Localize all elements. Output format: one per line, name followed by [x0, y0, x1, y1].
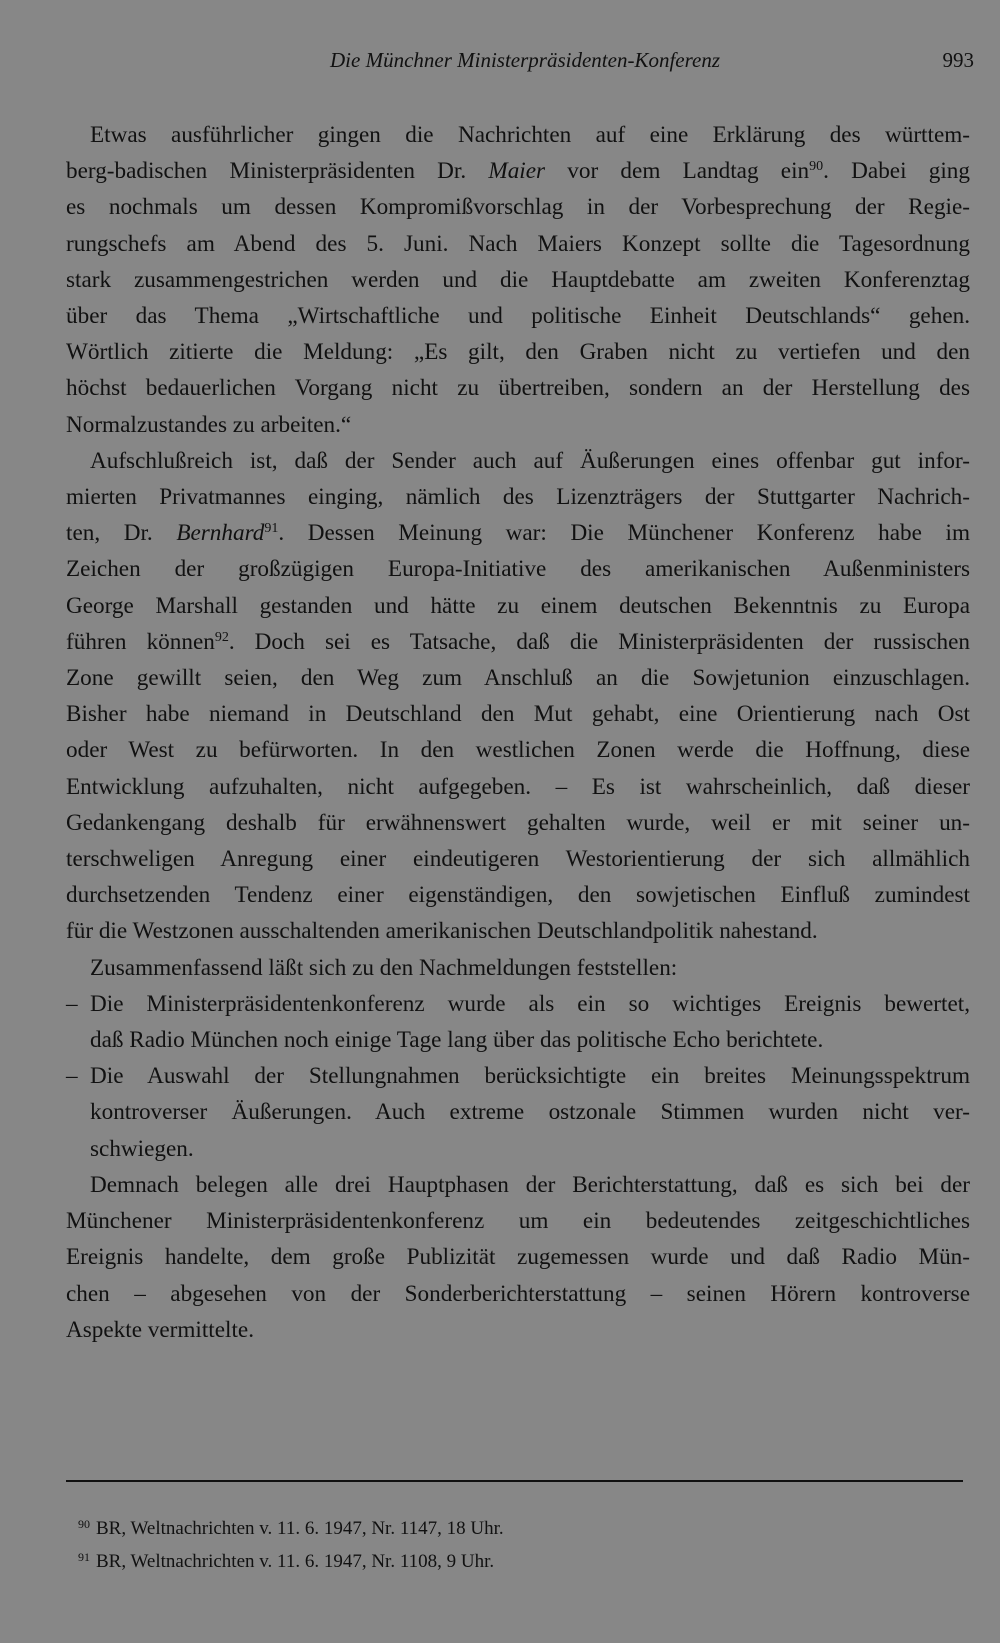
- running-title: Die Münchner Ministerpräsidenten-Konferenz: [330, 48, 720, 72]
- running-head: [66, 48, 974, 78]
- text-line: durchsetzenden Tendenz einer eigenständigen, den sowjetischen Einfluß zumindest: [66, 882, 970, 909]
- text-line: schwiegen.: [90, 1135, 194, 1162]
- text-line: stark zusammengestrichen werden und die Hauptdebatte am zweiten Konferenztag: [66, 266, 970, 293]
- text-line: für die Westzonen ausschaltenden amerikanischen Deutschlandpolitik nahestand.: [66, 918, 818, 945]
- text-run: berg-badischen Ministerpräsidenten Dr.: [66, 158, 489, 185]
- text-line: Zone gewillt seien, den Weg zum Anschluß an die Sowjetunion einzuschlagen.: [66, 665, 970, 692]
- text-line: über das Thema „Wirtschaftliche und politische Einheit Deutschlands“ gehen.: [66, 303, 970, 330]
- text-line: oder West zu befürworten. In den westlichen Zonen werde die Hoffnung, diese: [66, 737, 970, 764]
- footnote-text: BR, Weltnachrichten v. 11. 6. 1947, Nr. 1147, 18 Uhr.: [96, 1518, 504, 1539]
- text-line: mierten Privatmannes einging, nämlich des Lizenzträgers der Stuttgarter Nachrich-: [66, 484, 970, 511]
- body-text: [66, 117, 970, 1348]
- text-line: Zusammenfassend läßt sich zu den Nachmeldungen feststellen:: [90, 954, 678, 981]
- text-line: höchst bedauerlichen Vorgang nicht zu übertreiben, sondern an der Herstellung des: [66, 375, 970, 402]
- text-line: kontroverser Äußerungen. Auch extreme ostzonale Stimmen wurden nicht ver-: [90, 1099, 970, 1126]
- text-line: Demnach belegen alle drei Hauptphasen der Berichterstattung, daß es sich bei der: [90, 1171, 970, 1198]
- person-name: Maier: [488, 158, 546, 185]
- text-line: Entwicklung aufzuhalten, nicht aufgegeben. – Es ist wahrscheinlich, daß dieser: [66, 773, 970, 800]
- footnote: [78, 1543, 504, 1576]
- dash-list: [66, 986, 970, 1167]
- text-line: Münchener Ministerpräsidentenkonferenz um ein bedeutendes zeitgeschichtliches: [66, 1208, 970, 1235]
- footnote-number: 91: [78, 1550, 90, 1564]
- list-item: [66, 1058, 970, 1167]
- dash-marker: –: [66, 1063, 78, 1090]
- text-line: Bisher habe niemand in Deutschland den Mut gehabt, eine Orientierung nach Ost: [66, 701, 970, 728]
- footnote-ref: 92: [214, 629, 229, 645]
- footnote-ref: 90: [809, 159, 824, 175]
- text-line: Normalzustandes zu arbeiten.“: [66, 411, 352, 438]
- paragraph: [66, 1167, 970, 1348]
- text-run: ten, Dr.: [66, 520, 177, 547]
- text-line: Etwas ausführlicher gingen die Nachrichten auf eine Erklärung des württem-: [90, 122, 970, 148]
- list-item: [66, 986, 970, 1058]
- dash-marker: –: [66, 990, 78, 1017]
- text-line: [66, 515, 970, 551]
- footnote-text: BR, Weltnachrichten v. 11. 6. 1947, Nr. 1108, 9 Uhr.: [96, 1551, 495, 1572]
- text-line: Die Auswahl der Stellungnahmen berücksichtigte ein breites Meinungsspektrum: [90, 1063, 970, 1090]
- footnote-rule: [66, 1480, 963, 1482]
- text-line: Zeichen der großzügigen Europa-Initiative des amerikanischen Außenministers: [66, 556, 970, 583]
- text-line: terschweligen Anregung einer eindeutigeren Westorientierung der sich allmählich: [66, 846, 970, 873]
- footnote-number: 90: [78, 1517, 90, 1531]
- text-line: daß Radio München noch einige Tage lang über das politische Echo berichtete.: [90, 1027, 824, 1054]
- text-line: Ereignis handelte, dem große Publizität zugemessen wurde und daß Radio Mün-: [66, 1244, 970, 1271]
- text-line: Gedankengang deshalb für erwähnenswert gehalten wurde, weil er mit seiner un-: [66, 809, 970, 836]
- text-line: Aufschlußreich ist, daß der Sender auch auf Äußerungen eines offenbar gut infor-: [90, 447, 970, 474]
- text-line: Wörtlich zitierte die Meldung: „Es gilt, den Graben nicht zu vertiefen und den: [66, 339, 970, 366]
- text-line: chen – abgesehen von der Sonderberichterstattung – seinen Hörern kontroverse: [66, 1280, 970, 1307]
- paragraph: [66, 117, 970, 443]
- text-line: Aspekte vermittelte.: [66, 1316, 255, 1343]
- person-name: Bernhard: [176, 520, 265, 547]
- text-run: . Doch sei es Tatsache, daß die Ministerpräsidenten der russischen: [228, 628, 970, 655]
- footnote: [78, 1510, 504, 1543]
- text-run: . Dessen Meinung war: Die Münchener Konferenz habe im: [278, 520, 970, 547]
- text-line: [66, 624, 970, 660]
- text-line: Die Ministerpräsidentenkonferenz wurde als ein so wichtiges Ereignis bewertet,: [90, 990, 970, 1017]
- text-line: [66, 153, 970, 189]
- paragraph: [66, 443, 970, 950]
- text-run: . Dabei ging: [823, 158, 970, 185]
- footnotes: [78, 1510, 504, 1576]
- text-run: vor dem Landtag ein: [545, 158, 810, 185]
- page-number: 993: [942, 48, 974, 72]
- text-line: rungschefs am Abend des 5. Juni. Nach Maiers Konzept sollte die Tagesordnung: [66, 230, 970, 257]
- text-line: George Marshall gestanden und hätte zu einem deutschen Bekenntnis zu Europa: [66, 592, 970, 619]
- footnote-ref: 91: [264, 521, 279, 537]
- text-line: es nochmals um dessen Kompromißvorschlag in der Vorbesprechung der Regie-: [66, 194, 970, 221]
- text-run: führen können: [66, 628, 215, 655]
- paragraph: [66, 950, 970, 986]
